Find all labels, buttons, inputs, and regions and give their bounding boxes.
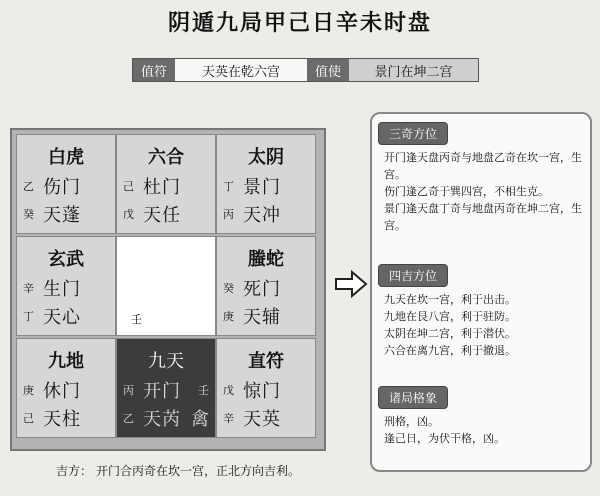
palace-god: 螣蛇 xyxy=(248,249,284,270)
qimen-board xyxy=(10,128,326,451)
palace-star: 天柱 xyxy=(43,409,81,430)
palace-star: 天英 xyxy=(243,409,281,430)
palace-stem: 辛 xyxy=(23,282,34,295)
section-patterns xyxy=(378,386,584,447)
palace-door: 景门 xyxy=(243,177,281,198)
palace-star: 天芮 xyxy=(143,409,181,430)
palace-god: 直符 xyxy=(248,351,284,372)
palace-god: 玄武 xyxy=(48,249,84,270)
palace-star: 天辅 xyxy=(243,307,281,328)
section-four-lucky xyxy=(378,264,584,359)
section-line: 六合在离九宫，利于撤退。 xyxy=(384,344,516,357)
palace-star: 天冲 xyxy=(243,205,281,226)
palace-god: 太阴 xyxy=(248,147,284,168)
section-line: 逢己日，为伏干格，凶。 xyxy=(384,432,505,445)
palace-star: 天蓬 xyxy=(43,205,81,226)
page-title: 阴遁九局甲己日辛未时盘 xyxy=(167,11,432,36)
palace-star: 天任 xyxy=(143,205,181,226)
note-label: 吉方： xyxy=(56,464,93,478)
palace-stem-extra: 壬 xyxy=(198,384,209,397)
palace-door: 死门 xyxy=(243,279,281,300)
palace-se xyxy=(216,338,316,438)
palace-w xyxy=(16,236,116,336)
palace-stem: 丙 xyxy=(123,384,134,397)
palace-god: 九天 xyxy=(148,351,184,372)
palace-n xyxy=(116,134,216,234)
section-three-wonders xyxy=(378,122,584,234)
palace-door: 伤门 xyxy=(43,177,81,198)
duty-star-key: 值符 xyxy=(133,59,175,81)
palace-stem: 丁 xyxy=(223,180,234,193)
palace-stem: 丁 xyxy=(23,310,34,323)
palace-sw xyxy=(16,338,116,438)
palace-stem: 癸 xyxy=(223,282,234,295)
palace-star: 天心 xyxy=(43,307,81,328)
palace-god: 九地 xyxy=(48,351,84,372)
palace-door: 惊门 xyxy=(243,381,281,402)
section-line: 刑格，凶。 xyxy=(384,415,439,428)
duty-star-value: 天英在乾六宫 xyxy=(175,59,307,81)
palace-stem: 癸 xyxy=(23,208,34,221)
bottom-note xyxy=(56,462,304,479)
section-line: 太阴在坤二宫，利于潜伏。 xyxy=(384,327,516,340)
palace-star-extra: 禽 xyxy=(191,409,209,430)
palace-door: 生门 xyxy=(43,279,81,300)
palace-stem: 庚 xyxy=(223,310,234,323)
section-line: 景门逢天盘丁奇与地盘丙奇在坤二宫，生宫。 xyxy=(384,202,582,232)
palace-center xyxy=(116,236,216,336)
palace-stem: 己 xyxy=(23,412,34,425)
note-text: 开门合丙奇在坎一宫，正北方向吉利。 xyxy=(96,464,301,478)
duty-bar xyxy=(132,58,479,82)
palace-ne xyxy=(216,134,316,234)
palace-stem: 壬 xyxy=(131,313,142,326)
duty-door-key: 值使 xyxy=(307,59,349,81)
section-line: 九天在坎一宫，利于出击。 xyxy=(384,293,516,306)
palace-stem: 庚 xyxy=(23,384,34,397)
palace-stem: 戊 xyxy=(223,384,234,397)
section-title: 四吉方位 xyxy=(378,264,448,287)
palace-door: 杜门 xyxy=(143,177,181,198)
palace-stem: 丙 xyxy=(223,208,234,221)
palace-door: 开门 xyxy=(143,381,181,402)
palace-nw xyxy=(16,134,116,234)
palace-god: 六合 xyxy=(148,147,184,168)
section-line: 伤门逢乙奇于巽四宫，不相生克。 xyxy=(384,185,549,198)
analysis-panel xyxy=(370,112,592,472)
palace-stem: 戊 xyxy=(123,208,134,221)
section-title: 诸局格象 xyxy=(378,386,448,409)
palace-s xyxy=(116,338,216,438)
palace-e xyxy=(216,236,316,336)
palace-stem: 辛 xyxy=(223,412,234,425)
section-line: 开门逢天盘丙奇与地盘乙奇在坎一宫，生宫。 xyxy=(384,151,582,181)
palace-god: 白虎 xyxy=(48,147,84,168)
arrow-right-icon xyxy=(334,270,368,298)
palace-stem: 乙 xyxy=(23,180,34,193)
section-line: 九地在艮八宫，利于驻防。 xyxy=(384,310,516,323)
palace-stem: 乙 xyxy=(123,412,134,425)
duty-door-value: 景门在坤二宫 xyxy=(349,59,478,81)
palace-door: 休门 xyxy=(43,381,81,402)
section-title: 三奇方位 xyxy=(378,122,448,145)
palace-stem: 己 xyxy=(123,180,134,193)
